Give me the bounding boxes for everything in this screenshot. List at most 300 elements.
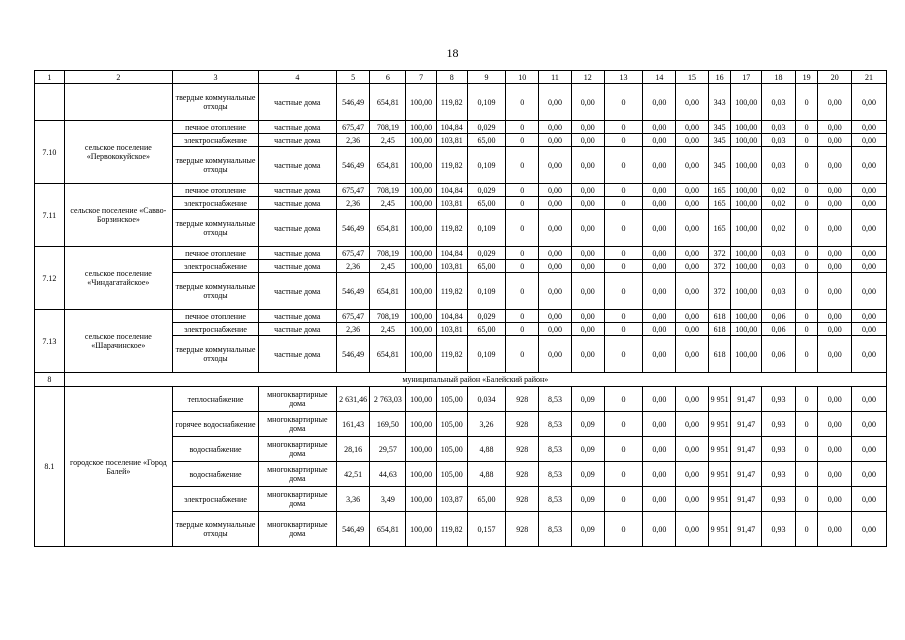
value-cell: 708,19	[370, 310, 406, 323]
settlement-name-cell: сельское поселение «Шарачинское»	[64, 310, 172, 373]
value-cell: 928	[506, 437, 539, 462]
value-cell: 0,00	[643, 462, 676, 487]
value-cell: 100,00	[406, 147, 437, 184]
value-cell: 0	[604, 147, 643, 184]
value-cell: 0	[604, 210, 643, 247]
settlement-name-cell	[64, 84, 172, 121]
value-cell: 28,16	[336, 437, 370, 462]
value-cell: 928	[506, 462, 539, 487]
housing-type-cell: частные дома	[258, 134, 336, 147]
value-cell: 0,00	[539, 121, 572, 134]
value-cell: 65,00	[467, 197, 506, 210]
value-cell: 104,84	[436, 310, 467, 323]
service-cell: твердые коммунальные отходы	[173, 147, 259, 184]
value-cell: 100,00	[406, 260, 437, 273]
service-cell: твердые коммунальные отходы	[173, 336, 259, 373]
service-cell: электроснабжение	[173, 323, 259, 336]
column-number: 7	[406, 71, 437, 84]
value-cell: 0,00	[818, 336, 852, 373]
value-cell: 0,109	[467, 273, 506, 310]
value-cell: 0,00	[676, 336, 709, 373]
value-cell: 0,00	[818, 247, 852, 260]
value-cell: 0	[604, 247, 643, 260]
column-number: 3	[173, 71, 259, 84]
value-cell: 0,00	[818, 310, 852, 323]
value-cell: 0	[604, 310, 643, 323]
value-cell: 618	[708, 310, 731, 323]
value-cell: 0,00	[676, 273, 709, 310]
value-cell: 8,53	[539, 462, 572, 487]
value-cell: 0,00	[539, 336, 572, 373]
value-cell: 0	[604, 512, 643, 547]
value-cell: 119,82	[436, 512, 467, 547]
value-cell: 0,00	[818, 437, 852, 462]
value-cell: 161,43	[336, 412, 370, 437]
value-cell: 0,00	[852, 260, 887, 273]
value-cell: 103,87	[436, 487, 467, 512]
value-cell: 9 951	[708, 437, 731, 462]
value-cell: 0,00	[676, 512, 709, 547]
value-cell: 2,36	[336, 197, 370, 210]
value-cell: 0,00	[676, 412, 709, 437]
value-cell: 0,00	[643, 310, 676, 323]
value-cell: 618	[708, 336, 731, 373]
value-cell: 0	[604, 387, 643, 412]
value-cell: 0,00	[852, 387, 887, 412]
value-cell: 0,93	[762, 512, 796, 547]
column-number: 1	[35, 71, 65, 84]
value-cell: 100,00	[406, 462, 437, 487]
value-cell: 0,09	[571, 462, 604, 487]
value-cell: 0,93	[762, 412, 796, 437]
value-cell: 0,00	[676, 260, 709, 273]
value-cell: 165	[708, 184, 731, 197]
value-cell: 0,00	[676, 147, 709, 184]
value-cell: 0,00	[539, 134, 572, 147]
table-row	[35, 121, 887, 134]
value-cell: 29,57	[370, 437, 406, 462]
value-cell: 0,00	[818, 260, 852, 273]
value-cell: 100,00	[731, 84, 762, 121]
value-cell: 42,51	[336, 462, 370, 487]
column-number: 6	[370, 71, 406, 84]
value-cell: 0,034	[467, 387, 506, 412]
column-number: 5	[336, 71, 370, 84]
value-cell: 0,00	[852, 336, 887, 373]
value-cell: 0,00	[852, 273, 887, 310]
value-cell: 0	[795, 210, 818, 247]
value-cell: 0	[795, 147, 818, 184]
value-cell: 165	[708, 210, 731, 247]
value-cell: 546,49	[336, 210, 370, 247]
value-cell: 0,00	[643, 134, 676, 147]
row-number-cell: 7.13	[35, 310, 65, 373]
service-cell: водоснабжение	[173, 437, 259, 462]
value-cell: 65,00	[467, 260, 506, 273]
housing-type-cell: частные дома	[258, 197, 336, 210]
value-cell: 119,82	[436, 84, 467, 121]
value-cell: 0,06	[762, 310, 796, 323]
value-cell: 0,029	[467, 310, 506, 323]
value-cell: 105,00	[436, 412, 467, 437]
value-cell: 100,00	[731, 310, 762, 323]
housing-type-cell: частные дома	[258, 260, 336, 273]
value-cell: 0,00	[571, 310, 604, 323]
value-cell: 0,02	[762, 184, 796, 197]
value-cell: 0,00	[643, 210, 676, 247]
value-cell: 119,82	[436, 147, 467, 184]
value-cell: 0,00	[571, 260, 604, 273]
header-row	[35, 71, 887, 84]
value-cell: 928	[506, 487, 539, 512]
value-cell: 0,00	[852, 487, 887, 512]
value-cell: 0	[506, 247, 539, 260]
value-cell: 372	[708, 273, 731, 310]
value-cell: 0,09	[571, 512, 604, 547]
value-cell: 0,00	[571, 134, 604, 147]
value-cell: 546,49	[336, 147, 370, 184]
value-cell: 0	[506, 134, 539, 147]
value-cell: 0	[604, 197, 643, 210]
value-cell: 100,00	[731, 273, 762, 310]
value-cell: 0	[506, 323, 539, 336]
value-cell: 2,36	[336, 323, 370, 336]
value-cell: 2,45	[370, 197, 406, 210]
value-cell: 0,00	[818, 121, 852, 134]
value-cell: 0,00	[539, 273, 572, 310]
value-cell: 654,81	[370, 84, 406, 121]
value-cell: 0,00	[676, 121, 709, 134]
value-cell: 0,00	[643, 323, 676, 336]
value-cell: 91,47	[731, 412, 762, 437]
value-cell: 100,00	[731, 121, 762, 134]
value-cell: 0	[795, 462, 818, 487]
value-cell: 0,00	[818, 273, 852, 310]
housing-type-cell: частные дома	[258, 210, 336, 247]
value-cell: 91,47	[731, 387, 762, 412]
value-cell: 0,00	[676, 462, 709, 487]
value-cell: 100,00	[731, 147, 762, 184]
value-cell: 0	[506, 147, 539, 184]
service-cell: твердые коммунальные отходы	[173, 84, 259, 121]
value-cell: 8,53	[539, 512, 572, 547]
service-cell: теплоснабжение	[173, 387, 259, 412]
value-cell: 0	[604, 462, 643, 487]
value-cell: 0,00	[818, 210, 852, 247]
value-cell: 0	[506, 260, 539, 273]
value-cell: 0,00	[643, 121, 676, 134]
housing-type-cell: частные дома	[258, 273, 336, 310]
service-cell: печное отопление	[173, 121, 259, 134]
value-cell: 654,81	[370, 210, 406, 247]
housing-type-cell: частные дома	[258, 323, 336, 336]
page-number: 18	[446, 46, 459, 60]
column-number: 17	[731, 71, 762, 84]
value-cell: 372	[708, 247, 731, 260]
value-cell: 100,00	[406, 184, 437, 197]
value-cell: 928	[506, 512, 539, 547]
value-cell: 91,47	[731, 437, 762, 462]
value-cell: 0,00	[571, 323, 604, 336]
value-cell: 0	[506, 121, 539, 134]
value-cell: 0,00	[818, 387, 852, 412]
value-cell: 8,53	[539, 387, 572, 412]
service-cell: печное отопление	[173, 310, 259, 323]
value-cell: 0,02	[762, 210, 796, 247]
value-cell: 0	[604, 323, 643, 336]
service-cell: электроснабжение	[173, 487, 259, 512]
value-cell: 0,00	[818, 487, 852, 512]
service-cell: печное отопление	[173, 247, 259, 260]
value-cell: 169,50	[370, 412, 406, 437]
service-cell: электроснабжение	[173, 260, 259, 273]
value-cell: 100,00	[406, 487, 437, 512]
column-number: 10	[506, 71, 539, 84]
value-cell: 119,82	[436, 336, 467, 373]
housing-type-cell: многоквартирные дома	[258, 487, 336, 512]
value-cell: 0,00	[676, 210, 709, 247]
value-cell: 0,00	[676, 134, 709, 147]
value-cell: 0,00	[852, 197, 887, 210]
value-cell: 0	[795, 310, 818, 323]
value-cell: 165	[708, 197, 731, 210]
value-cell: 65,00	[467, 134, 506, 147]
value-cell: 345	[708, 134, 731, 147]
value-cell: 0,00	[852, 121, 887, 134]
value-cell: 654,81	[370, 336, 406, 373]
value-cell: 0,00	[571, 336, 604, 373]
row-number-cell: 7.10	[35, 121, 65, 184]
value-cell: 100,00	[406, 210, 437, 247]
value-cell: 708,19	[370, 121, 406, 134]
value-cell: 0	[795, 323, 818, 336]
value-cell: 100,00	[406, 197, 437, 210]
value-cell: 0,09	[571, 412, 604, 437]
value-cell: 9 951	[708, 412, 731, 437]
value-cell: 0,00	[539, 184, 572, 197]
value-cell: 0	[506, 210, 539, 247]
settlement-name-cell: сельское поселение «Чиндагатайское»	[64, 247, 172, 310]
value-cell: 100,00	[731, 210, 762, 247]
column-number: 4	[258, 71, 336, 84]
housing-type-cell: многоквартирные дома	[258, 462, 336, 487]
value-cell: 0	[506, 84, 539, 121]
value-cell: 0,93	[762, 462, 796, 487]
row-number-cell: 8	[35, 373, 65, 387]
value-cell: 546,49	[336, 84, 370, 121]
value-cell: 0,00	[643, 147, 676, 184]
value-cell: 0,00	[852, 147, 887, 184]
value-cell: 119,82	[436, 210, 467, 247]
value-cell: 0,00	[818, 512, 852, 547]
value-cell: 0,00	[818, 323, 852, 336]
value-cell: 100,00	[406, 121, 437, 134]
column-number: 14	[643, 71, 676, 84]
value-cell: 0	[795, 84, 818, 121]
value-cell: 0,03	[762, 121, 796, 134]
row-number-cell	[35, 84, 65, 121]
value-cell: 0,03	[762, 147, 796, 184]
value-cell: 0,00	[643, 387, 676, 412]
settlement-name-cell: сельское поселение «Савво-Борзинское»	[64, 184, 172, 247]
value-cell: 0,00	[643, 437, 676, 462]
column-number: 13	[604, 71, 643, 84]
service-cell: горячее водоснабжение	[173, 412, 259, 437]
value-cell: 2 631,46	[336, 387, 370, 412]
value-cell: 0,00	[643, 184, 676, 197]
value-cell: 0,00	[571, 184, 604, 197]
value-cell: 100,00	[406, 437, 437, 462]
value-cell: 103,81	[436, 260, 467, 273]
value-cell: 0	[795, 487, 818, 512]
table-row	[35, 310, 887, 323]
value-cell: 0	[604, 84, 643, 121]
value-cell: 0,00	[852, 184, 887, 197]
value-cell: 0,00	[852, 134, 887, 147]
value-cell: 100,00	[731, 247, 762, 260]
value-cell: 0,06	[762, 336, 796, 373]
value-cell: 0,00	[539, 247, 572, 260]
housing-type-cell: частные дома	[258, 247, 336, 260]
value-cell: 0,06	[762, 323, 796, 336]
value-cell: 0,00	[818, 84, 852, 121]
value-cell: 654,81	[370, 512, 406, 547]
value-cell: 0,02	[762, 197, 796, 210]
housing-type-cell: многоквартирные дома	[258, 512, 336, 547]
value-cell: 0,00	[852, 512, 887, 547]
value-cell: 0,00	[852, 210, 887, 247]
value-cell: 65,00	[467, 323, 506, 336]
value-cell: 0,93	[762, 437, 796, 462]
housing-type-cell: частные дома	[258, 184, 336, 197]
column-number: 11	[539, 71, 572, 84]
value-cell: 2,36	[336, 260, 370, 273]
row-number-cell: 7.11	[35, 184, 65, 247]
value-cell: 0,00	[676, 84, 709, 121]
value-cell: 0,029	[467, 184, 506, 197]
value-cell: 0,00	[818, 134, 852, 147]
column-number: 8	[436, 71, 467, 84]
value-cell: 8,53	[539, 487, 572, 512]
column-number: 19	[795, 71, 818, 84]
value-cell: 0,00	[571, 247, 604, 260]
value-cell: 0,00	[852, 310, 887, 323]
value-cell: 928	[506, 412, 539, 437]
value-cell: 119,82	[436, 273, 467, 310]
settlement-name-cell: городское поселение «Город Балей»	[64, 387, 172, 547]
value-cell: 100,00	[731, 323, 762, 336]
value-cell: 0	[795, 273, 818, 310]
service-cell: твердые коммунальные отходы	[173, 210, 259, 247]
value-cell: 654,81	[370, 273, 406, 310]
value-cell: 100,00	[406, 310, 437, 323]
value-cell: 0	[604, 437, 643, 462]
value-cell: 0,09	[571, 437, 604, 462]
value-cell: 0,00	[818, 197, 852, 210]
table-row	[35, 184, 887, 197]
value-cell: 0	[604, 336, 643, 373]
value-cell: 103,81	[436, 197, 467, 210]
value-cell: 0,00	[676, 387, 709, 412]
value-cell: 0,00	[539, 147, 572, 184]
value-cell: 4,88	[467, 437, 506, 462]
value-cell: 0,03	[762, 247, 796, 260]
district-name-cell: муниципальный район «Балейский район»	[64, 373, 886, 387]
value-cell: 0	[506, 273, 539, 310]
column-number: 20	[818, 71, 852, 84]
value-cell: 654,81	[370, 147, 406, 184]
service-cell: электроснабжение	[173, 197, 259, 210]
value-cell: 0	[795, 437, 818, 462]
value-cell: 100,00	[406, 512, 437, 547]
value-cell: 4,88	[467, 462, 506, 487]
value-cell: 91,47	[731, 487, 762, 512]
housing-type-cell: многоквартирные дома	[258, 412, 336, 437]
value-cell: 100,00	[731, 134, 762, 147]
value-cell: 0,09	[571, 487, 604, 512]
housing-type-cell: частные дома	[258, 121, 336, 134]
value-cell: 0,00	[676, 310, 709, 323]
value-cell: 708,19	[370, 184, 406, 197]
value-cell: 105,00	[436, 462, 467, 487]
district-row	[35, 373, 887, 387]
housing-type-cell: многоквартирные дома	[258, 387, 336, 412]
value-cell: 8,53	[539, 412, 572, 437]
value-cell: 0,00	[643, 273, 676, 310]
value-cell: 8,53	[539, 437, 572, 462]
value-cell: 0,03	[762, 273, 796, 310]
value-cell: 0,09	[571, 387, 604, 412]
housing-type-cell: частные дома	[258, 310, 336, 323]
value-cell: 3,36	[336, 487, 370, 512]
value-cell: 0,00	[643, 197, 676, 210]
value-cell: 0,03	[762, 84, 796, 121]
value-cell: 105,00	[436, 437, 467, 462]
value-cell: 91,47	[731, 462, 762, 487]
value-cell: 0,109	[467, 147, 506, 184]
value-cell: 0,00	[852, 412, 887, 437]
value-cell: 3,49	[370, 487, 406, 512]
value-cell: 0	[604, 487, 643, 512]
value-cell: 0,00	[643, 512, 676, 547]
service-cell: твердые коммунальные отходы	[173, 273, 259, 310]
value-cell: 100,00	[406, 387, 437, 412]
value-cell: 0,00	[539, 310, 572, 323]
value-cell: 0,93	[762, 487, 796, 512]
value-cell: 104,84	[436, 121, 467, 134]
value-cell: 0,00	[539, 84, 572, 121]
service-cell: электроснабжение	[173, 134, 259, 147]
value-cell: 0	[795, 336, 818, 373]
column-number: 15	[676, 71, 709, 84]
service-cell: твердые коммунальные отходы	[173, 512, 259, 547]
value-cell: 105,00	[436, 387, 467, 412]
column-number: 21	[852, 71, 887, 84]
service-cell: водоснабжение	[173, 462, 259, 487]
value-cell: 708,19	[370, 247, 406, 260]
value-cell: 0,157	[467, 512, 506, 547]
value-cell: 0	[795, 134, 818, 147]
value-cell: 0	[795, 387, 818, 412]
value-cell: 0	[795, 260, 818, 273]
value-cell: 0,03	[762, 134, 796, 147]
value-cell: 0	[795, 512, 818, 547]
value-cell: 675,47	[336, 310, 370, 323]
value-cell: 0	[795, 184, 818, 197]
value-cell: 100,00	[406, 247, 437, 260]
value-cell: 100,00	[731, 184, 762, 197]
value-cell: 0,00	[852, 437, 887, 462]
